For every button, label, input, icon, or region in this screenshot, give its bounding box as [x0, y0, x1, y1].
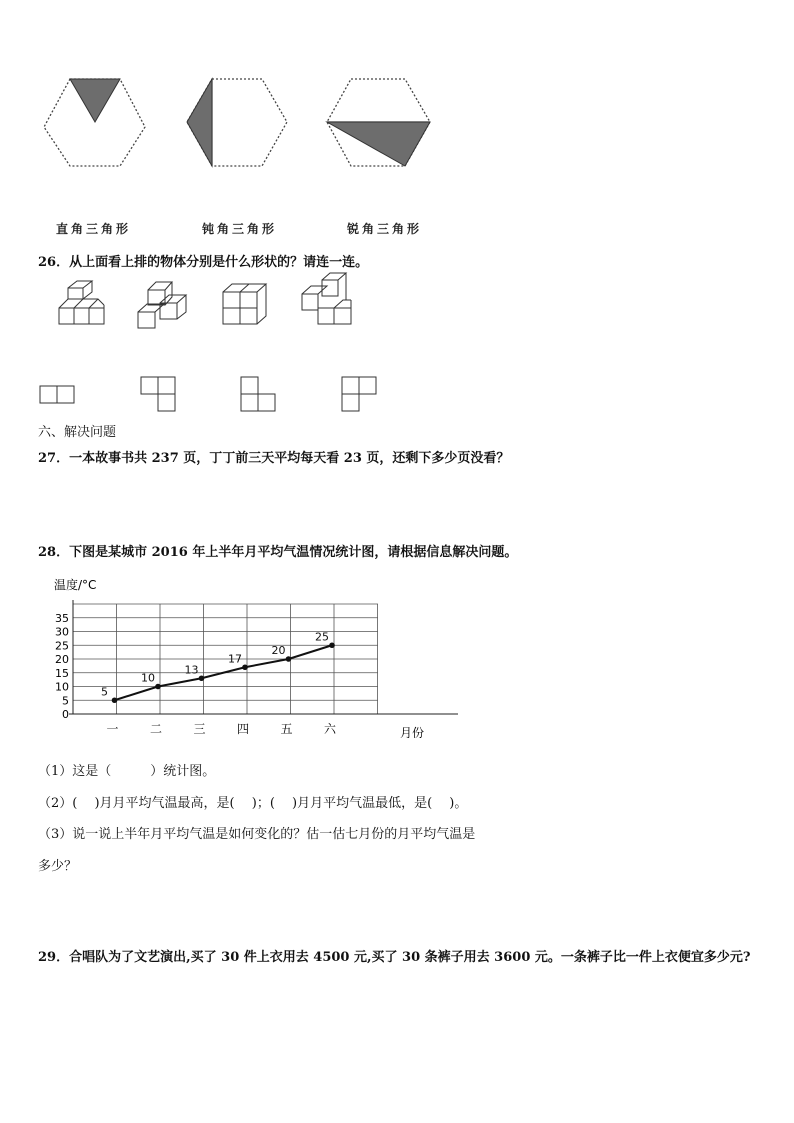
- x-tick-label: 一: [106, 722, 119, 736]
- question-28-part-2: （2）( )月月平均气温最高，是( )；( )月月平均气温最低，是( )。: [38, 796, 468, 811]
- x-tick-label: 二: [149, 722, 163, 736]
- x-tick-label: 五: [280, 722, 293, 736]
- cube-figures: [0, 270, 794, 420]
- y-tick-label: 20: [55, 653, 69, 666]
- question-27: 27．一本故事书共 237 页，丁丁前三天平均每天看 23 页，还剩下多少页没看？: [38, 451, 510, 466]
- y-tick-label: 30: [55, 625, 69, 639]
- temperature-line-chart: [0, 572, 500, 752]
- chart-xlabel: 月份: [400, 726, 425, 740]
- data-point: [242, 664, 248, 670]
- cube-object-1: [59, 281, 104, 324]
- chart-ylabel: 温度/°C: [54, 578, 97, 592]
- top-view-1: [40, 386, 74, 403]
- question-28: 28．下图是某城市 2016 年上半年月平均气温情况统计图，请根据信息解决问题。: [38, 545, 518, 560]
- data-label: 5: [101, 685, 108, 699]
- data-point: [112, 697, 118, 703]
- question-28-part-3-cont: 多少？: [38, 859, 78, 874]
- data-label: 25: [315, 630, 329, 644]
- top-view-3: [241, 377, 275, 411]
- hexagon-obtuse-triangle: [187, 79, 287, 166]
- hexagon-right-triangle: [44, 79, 145, 166]
- y-tick-label: 5: [62, 694, 69, 708]
- question-28-part-3: （3）说一说上半年月平均气温是如何变化的？估一估七月份的月平均气温是: [38, 827, 476, 842]
- label-obtuse-triangle: 钝角三角形: [202, 222, 278, 236]
- cube-object-4: [302, 273, 351, 324]
- y-tick-label: 35: [55, 611, 69, 625]
- y-tick-label: 0: [62, 708, 69, 721]
- question-26: 26．从上面看上排的物体分别是什么形状的？请连一连。: [38, 255, 369, 270]
- question-28-part-1: （1）这是（ ）统计图。: [38, 764, 216, 779]
- cube-object-2: [138, 282, 186, 328]
- label-right-triangle: 直角三角形: [56, 222, 132, 236]
- data-label: 17: [228, 652, 242, 666]
- section-6-title: 六、解决问题: [38, 425, 117, 440]
- hexagon-acute-triangle: [327, 79, 430, 166]
- data-label: 13: [184, 663, 199, 677]
- y-tick-label: 15: [55, 666, 69, 680]
- data-point: [329, 642, 335, 648]
- x-tick-label: 三: [193, 722, 206, 736]
- data-label: 20: [271, 644, 286, 657]
- data-point: [199, 675, 205, 681]
- y-tick-label: 25: [55, 639, 69, 653]
- data-point: [155, 684, 161, 690]
- top-view-2: [141, 377, 175, 411]
- y-tick-label: 10: [55, 680, 69, 694]
- data-label: 10: [141, 671, 155, 685]
- label-acute-triangle: 锐角三角形: [347, 222, 423, 236]
- x-tick-label: 六: [323, 722, 337, 736]
- hexagon-figures: [0, 0, 794, 250]
- top-view-4: [342, 377, 376, 411]
- x-tick-label: 四: [236, 722, 250, 736]
- cube-object-3: [223, 284, 266, 324]
- question-29: 29．合唱队为了文艺演出,买了 30 件上衣用去 4500 元,买了 30 条裤子用去 3600 元。一条裤子比一件上衣便宜多少元?: [38, 950, 751, 965]
- data-point: [286, 656, 292, 662]
